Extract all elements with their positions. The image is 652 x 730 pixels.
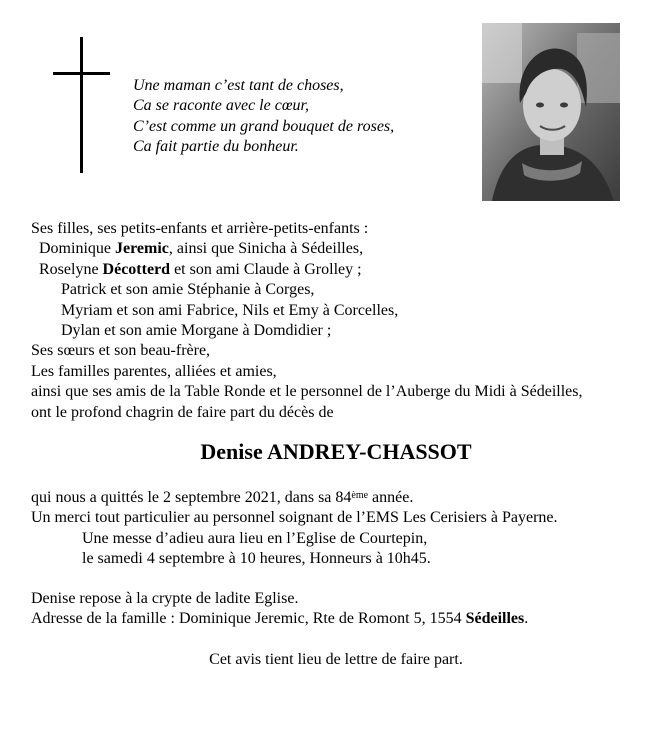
poem-line: C’est comme un grand bouquet de roses,	[133, 117, 395, 135]
family-line: Dominique Jeremic, ainsi que Sinicha à Sédeilles,	[39, 240, 364, 258]
family-line: Dylan et son amie Morgane à Domdidier ;	[61, 321, 332, 339]
portrait-image	[482, 23, 620, 201]
poem-line: Une maman c’est tant de choses,	[133, 77, 344, 94]
family-intro: Ses filles, ses petits-enfants et arrière-petits-enfants :	[31, 220, 369, 237]
family-line: Ses sœurs et son beau-frère,	[31, 342, 211, 360]
details-line: le samedi 4 septembre à 10 heures, Honneurs à 10h45.	[82, 550, 431, 568]
details	[31, 488, 558, 570]
details-line: Un merci tout particulier au personnel soignant de l’EMS Les Cerisiers à Payerne.	[31, 509, 558, 527]
cross-horizontal-bar	[53, 72, 110, 75]
portrait-photo	[482, 23, 620, 201]
family-line: Les familles parentes, alliées et amies,	[31, 362, 277, 380]
family-line: Myriam et son ami Fabrice, Nils et Emy à Corcelles,	[61, 301, 399, 319]
family-line: Roselyne Décotterd et son ami Claude à Grolley ;	[39, 260, 362, 278]
family-list	[31, 219, 582, 423]
poem-line: Ca fait partie du bonheur.	[133, 137, 299, 155]
family-line: Patrick et son amie Stéphanie à Corges,	[61, 281, 315, 299]
address-block	[31, 589, 528, 630]
deceased-name: Denise ANDREY-CHASSOT	[200, 439, 472, 464]
details-line: Une messe d’adieu aura lieu en l’Eglise de Courtepin,	[82, 529, 428, 547]
family-line: ainsi que ses amis de la Table Ronde et le personnel de l’Auberge du Midi à Sédeilles,	[31, 383, 583, 401]
poem	[133, 76, 394, 157]
address-line: Adresse de la famille : Dominique Jeremic, Rte de Romont 5, 1554 Sédeilles.	[31, 610, 529, 628]
address-line: Denise repose à la crypte de ladite Eglise.	[31, 590, 299, 607]
cross-vertical-bar	[80, 37, 83, 173]
footer-note: Cet avis tient lieu de lettre de faire part.	[209, 651, 463, 668]
family-line: ont le profond chagrin de faire part du décès de	[31, 403, 334, 421]
poem-line: Ca se raconte avec le cœur,	[133, 97, 309, 115]
details-line: qui nous a quittés le 2 septembre 2021, dans sa 84ème année.	[31, 489, 414, 506]
